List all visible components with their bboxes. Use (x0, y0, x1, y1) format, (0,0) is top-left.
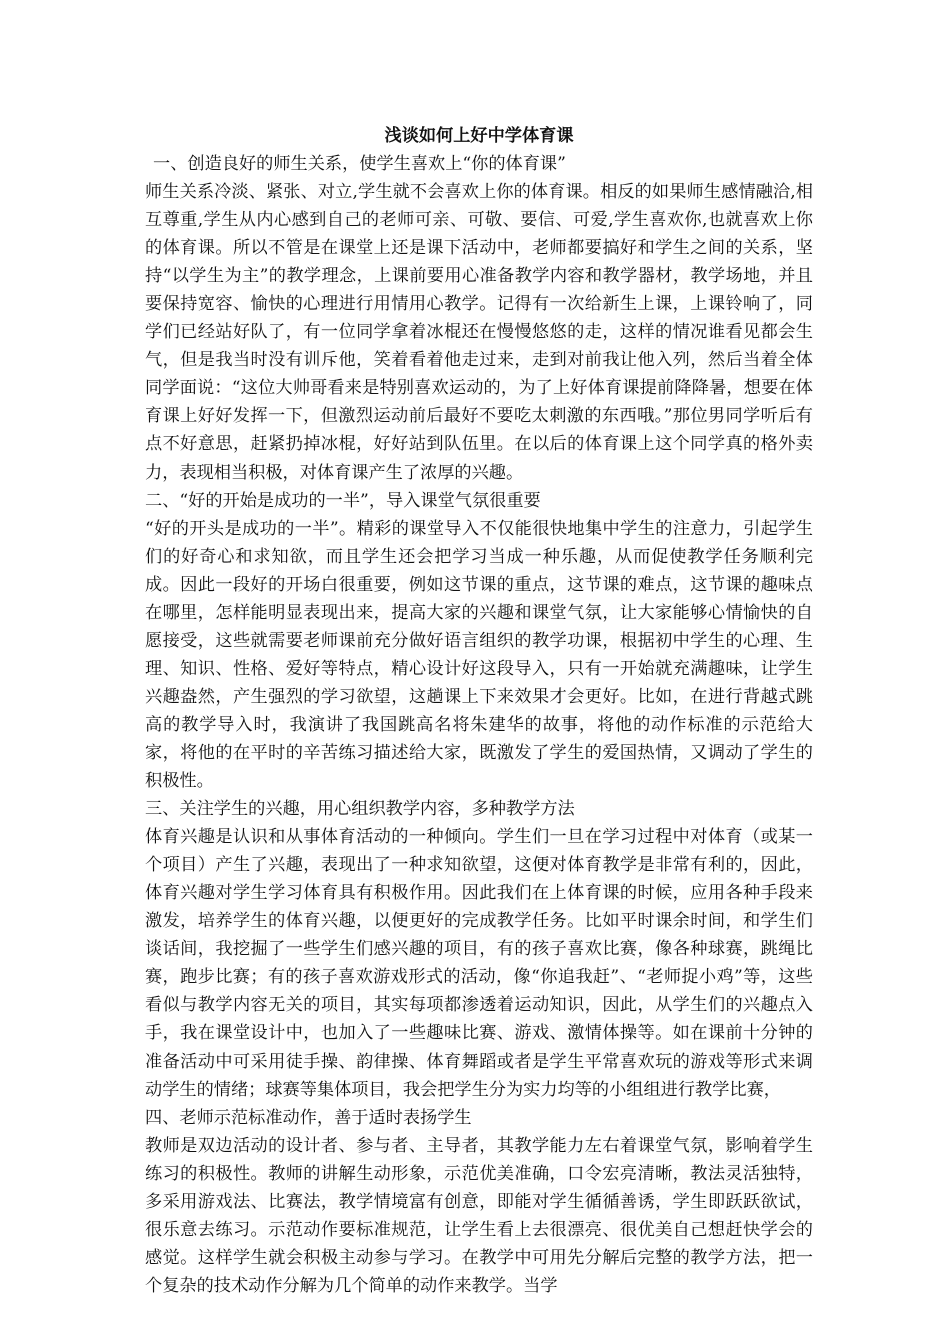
document-page (145, 122, 813, 1300)
section-body-4: 教师是双边活动的设计者、参与者、主导者，其教学能力左右着课堂气氛，影响着学生练习的积极性。教师的讲解生动形象，示范优美准确，口令宏亮清晰，教法灵活独特，多采用游戏法、比赛法，教学情境富有创意，即能对学生循循善诱，学生即跃跃欲试，很乐意去练习。示范动作要标准规范，让学生看上去很漂亮、很优美自己想赶快学会的感觉。这样学生就会积极主动参与学习。在教学中可用先分解后完整的教学方法，把一个复杂的技术动作分解为几个简单的动作来教学。当学 (145, 1135, 813, 1296)
section-body-3: 体育兴趣是认识和从事体育活动的一种倾向。学生们一旦在学习过程中对体育（或某一个项目）产生了兴趣，表现出了一种求知欲望，这便对体育教学是非常有利的，因此，体育兴趣对学生学习体育具有积极作用。因此我们在上体育课的时候，应用各种手段来激发，培养学生的体育兴趣，以便更好的完成教学任务。比如平时课余时间，和学生们谈话间，我挖掘了一些学生们感兴趣的项目，有的孩子喜欢比赛，像各种球赛，跳绳比赛，跑步比赛；有的孩子喜欢游戏形式的活动，像“你追我赶”、“老师捉小鸡”等，这些看似与教学内容无关的项目，其实每项都渗透着运动知识，因此，从学生们的兴趣点入手，我在课堂设计中，也加入了一些趣味比赛、游戏、激情体操等。如在课前十分钟的准备活动中可采用徒手操、韵律操、体育舞蹈或者是学生平常喜欢玩的游戏等形式来调动学生的情绪；球赛等集体项目，我会把学生分为实力均等的小组组进行教学比赛， (145, 827, 813, 1100)
document-title: 浅谈如何上好中学体育课 (384, 126, 574, 146)
section-body-1: 师生关系冷淡、紧张、对立,学生就不会喜欢上你的体育课。相反的如果师生感情融洽,相互尊重,学生从内心感到自己的老师可亲、可敬、要信、可爱,学生喜欢你,也就喜欢上你的体育课。所以不管是在课堂上还是课下活动中，老师都要搞好和学生之间的关系，坚持“以学生为主”的教学理念，上课前要用心准备教学内容和教学器材，教学场地，并且要保持宽容、愉快的心理进行用情用心教学。记得有一次给新生上课，上课铃响了，同学们已经站好队了，有一位同学拿着冰棍还在慢慢悠悠的走，这样的情况谁看见都会生气，但是我当时没有训斥他，笑着看着他走过来，走到对前我让他入列，然后当着全体同学面说：“这位大帅哥看来是特别喜欢运动的，为了上好体育课提前降降暑，想要在体育课上好好发挥一下，但激烈运动前后最好不要吃太刺激的东西哦。”那位男同学听后有点不好意思，赶紧扔掉冰棍，好好站到队伍里。在以后的体育课上这个同学真的格外卖力，表现相当积极，对体育课产生了浓厚的兴趣。 (145, 182, 813, 483)
section-heading-2: 二、“好的开始是成功的一半”，导入课堂气氛很重要 (145, 490, 541, 511)
section-heading-4: 四、老师示范标准动作，善于适时表扬学生 (145, 1107, 472, 1128)
section-heading-3: 三、关注学生的兴趣，用心组织教学内容，多种教学方法 (145, 799, 575, 820)
section-heading-1: 一、创造良好的师生关系，使学生喜欢上“你的体育课” (153, 154, 566, 174)
section-body-2: “好的开头是成功的一半”。精彩的课堂导入不仅能很快地集中学生的注意力，引起学生们的好奇心和求知欲，而且学生还会把学习当成一种乐趣，从而促使教学任务顺利完成。因此一段好的开场白很重要，例如这节课的重点，这节课的难点，这节课的趣味点在哪里，怎样能明显表现出来，提高大家的兴趣和课堂气氛，让大家能够心情愉快的自愿接受，这些就需要老师课前充分做好语言组织的教学功课，根据初中学生的心理、生理、知识、性格、爱好等特点，精心设计好这段导入，只有一开始就充满趣味，让学生兴趣盎然，产生强烈的学习欲望，这趟课上下来效果才会更好。比如，在进行背越式跳高的教学导入时，我演讲了我国跳高名将朱建华的故事，将他的动作标准的示范给大家，将他的在平时的辛苦练习描述给大家，既激发了学生的爱国热情，又调动了学生的积极性。 (145, 518, 813, 792)
